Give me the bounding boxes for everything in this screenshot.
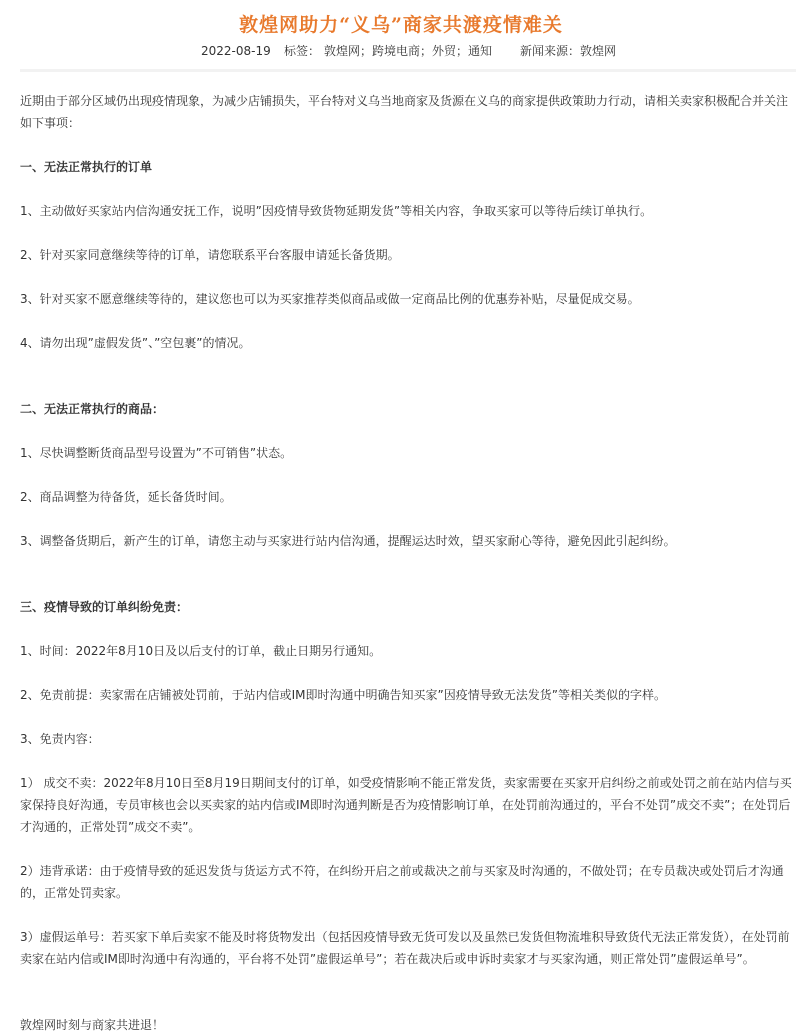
source-value: 敦煌网 — [580, 44, 617, 58]
section-2-item: 1、尽快调整断货商品型号设置为”不可销售”状态。 — [20, 446, 293, 460]
source-label: 新闻来源： — [520, 44, 581, 58]
section-3-item: 1、时间：2022年8月10日及以后支付的订单，截止日期另行通知。 — [20, 644, 382, 658]
section-2-item: 3、调整备货期后，新产生的订单，请您主动与买家进行站内信沟通，提醒运达时效，望买家耐心等待，避免因此引起纠纷。 — [20, 534, 676, 548]
section-3-subitem: 3）虚假运单号：若买家下单后卖家不能及时将货物发出（包括因疫情导致无货可发以及虽然已发货但物流堆积导致货代无法正常发货），在处罚前卖家在站内信或IM即时沟通中有沟通的，平台将不处罚”虚假运单号”；若在裁决后或申诉时卖家才与买家沟通，则正常处罚”虚假运单号”。 — [20, 930, 790, 966]
section-1-heading: 一、无法正常执行的订单 — [20, 160, 153, 174]
closing-paragraph: 敦煌网时刻与商家共进退！ — [20, 1018, 165, 1032]
tags-value: 敦煌网；跨境电商；外贸；通知 — [324, 44, 493, 58]
article-title: 敦煌网助力“义乌”商家共渡疫情难关 — [239, 14, 563, 36]
section-3-subitem: 2）违背承诺：由于疫情导致的延迟发货与货运方式不符，在纠纷开启之前或裁决之前与买家及时沟通的，不做处罚；在专员裁决或处罚后才沟通的，正常处罚卖家。 — [20, 864, 784, 900]
section-1-item: 2、针对买家同意继续等待的订单，请您联系平台客服申请延长备货期。 — [20, 248, 400, 262]
section-1-item: 3、针对买家不愿意继续等待的，建议您也可以为买家推荐类似商品或做一定商品比例的优惠券补贴，尽量促成交易。 — [20, 292, 640, 306]
section-1-item: 4、请勿出现”虚假发货”、”空包裹”的情况。 — [20, 336, 251, 350]
section-3-item: 2、免责前提：卖家需在店铺被处罚前，于站内信或IM即时沟通中明确告知买家”因疫情导致无法发货”等相关类似的字样。 — [20, 688, 666, 702]
intro-paragraph: 近期由于部分区域仍出现疫情现象，为减少店铺损失，平台特对义乌当地商家及货源在义乌的商家提供政策助力行动，请相关卖家积极配合并关注如下事项： — [20, 94, 789, 130]
section-1-item: 1、主动做好买家站内信沟通安抚工作，说明”因疫情导致货物延期发货”等相关内容，争取买家可以等待后续订单执行。 — [20, 204, 653, 218]
article-date: 2022-08-19 — [201, 44, 271, 58]
section-3-subitem: 1） 成交不卖：2022年8月10日至8月19日期间支付的订单，如受疫情影响不能正常发货，卖家需要在买家开启纠纷之前或处罚之前在站内信与买家保持良好沟通，专员审核也会以买卖家的站内信或IM即时沟通判断是否为疫情影响订单，在处罚前沟通过的，平台不处罚”成交不卖”；在处罚后才沟通的，正常处罚”成交不卖”。 — [20, 776, 792, 834]
section-2-item: 2、商品调整为待备货，延长备货时间。 — [20, 490, 232, 504]
section-3-heading: 三、疫情导致的订单纠纷免责： — [20, 600, 189, 614]
section-2-heading: 二、无法正常执行的商品： — [20, 402, 165, 416]
tags-label: 标签： — [284, 44, 321, 58]
section-3-item: 3、免责内容： — [20, 732, 100, 746]
header-divider — [20, 69, 796, 72]
